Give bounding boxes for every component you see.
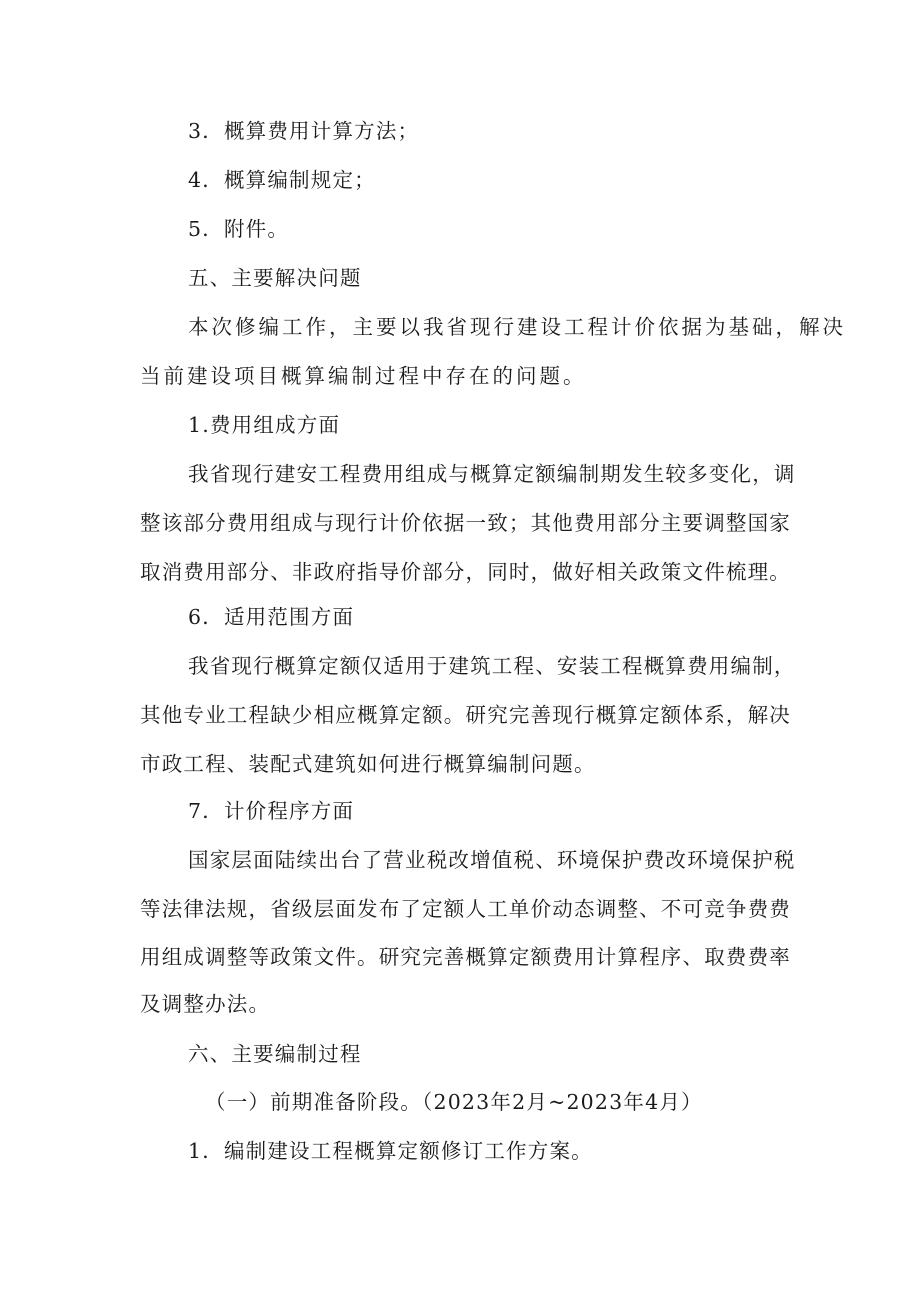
subsection-heading: 1.费用组成方面 [188, 413, 341, 437]
section-heading-5: 五、主要解决问题 [188, 266, 362, 290]
subsection-heading: 6．适用范围方面 [188, 605, 355, 629]
paragraph-line: 用组成调整等政策文件。研究完善概算定额费用计算程序、取费费率 [140, 945, 791, 969]
paragraph-line: 及调整办法。 [140, 992, 271, 1016]
paragraph-line: 取消费用部分、非政府指导价部分，同时，做好相关政策文件梳理。 [140, 560, 791, 584]
list-item-3: 3．概算费用计算方法； [188, 119, 420, 143]
paragraph-line: 当前建设项目概算编制过程中存在的问题。 [140, 364, 587, 388]
list-item-5: 5．附件。 [188, 217, 290, 241]
stage-heading: （一）前期准备阶段。（2023年2月~2023年4月） [205, 1090, 703, 1114]
paragraph-line: 国家层面陆续出台了营业税改增值税、环境保护费改环境保护税 [188, 848, 796, 872]
paragraph-line: 我省现行概算定额仅适用于建筑工程、安装工程概算费用编制， [188, 654, 796, 678]
paragraph-line: 市政工程、装配式建筑如何进行概算编制问题。 [140, 752, 596, 776]
list-item-1: 1．编制建设工程概算定额修订工作方案。 [188, 1139, 593, 1163]
paragraph-line: 等法律法规，省级层面发布了定额人工单价动态调整、不可竞争费费 [140, 897, 791, 921]
subsection-heading: 7．计价程序方面 [188, 799, 355, 823]
paragraph-line: 本次修编工作，主要以我省现行建设工程计价依据为基础，解决 [188, 315, 846, 339]
list-item-4: 4．概算编制规定； [188, 168, 376, 192]
paragraph-line: 我省现行建安工程费用组成与概算定额编制期发生较多变化，调 [188, 462, 796, 486]
paragraph-line: 其他专业工程缺少相应概算定额。研究完善现行概算定额体系，解决 [140, 703, 791, 727]
paragraph-line: 整该部分费用组成与现行计价依据一致；其他费用部分主要调整国家 [140, 511, 791, 535]
section-heading-6: 六、主要编制过程 [188, 1042, 362, 1066]
